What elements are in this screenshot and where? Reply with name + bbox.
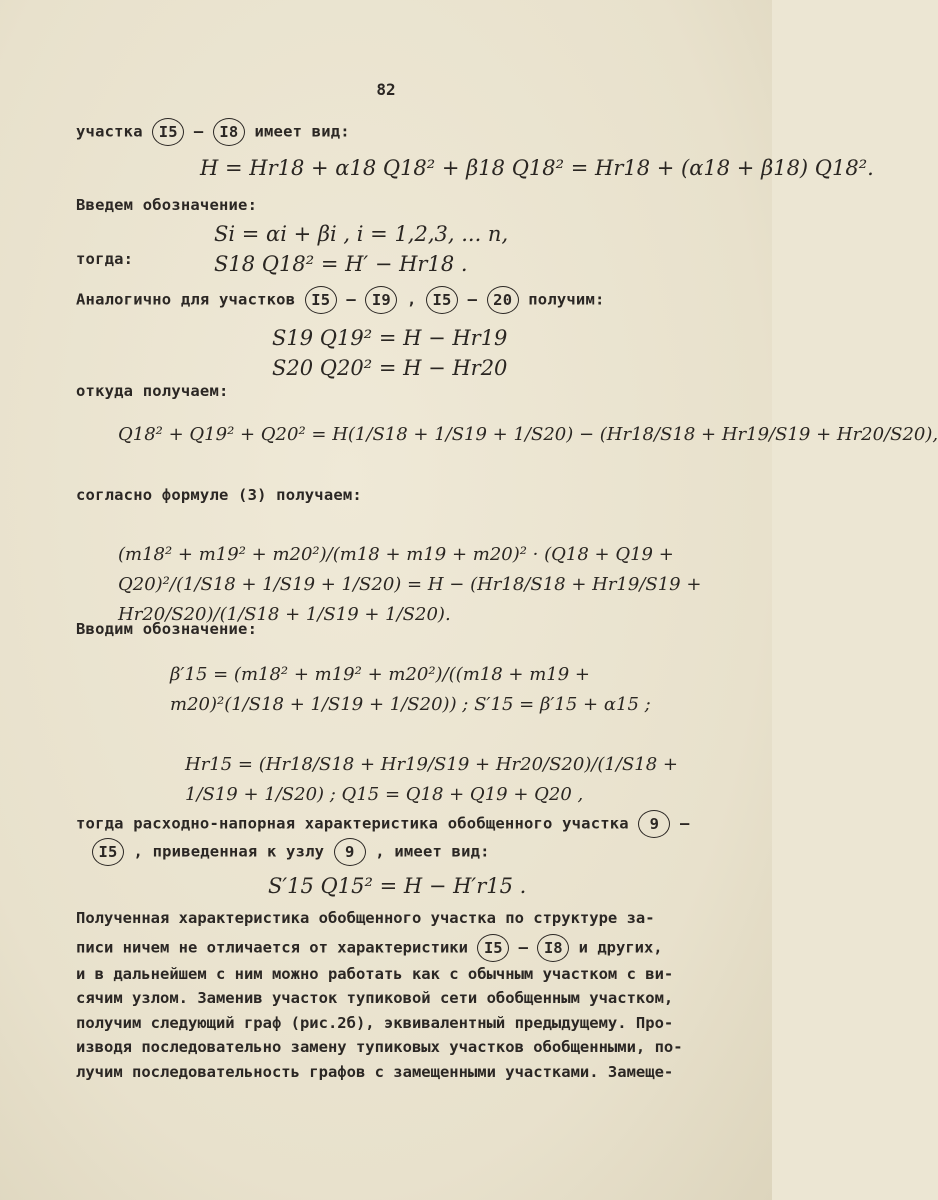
text-fragment: Аналогично для участков [76,290,296,309]
text-line-reduced-to-node [92,838,490,866]
text-fragment: получим: [528,290,605,309]
paragraph-line: лучим последовательность графов с замещенными участками. Замеще- [76,1062,674,1081]
text-line-1 [76,118,350,146]
text-line-introduce-notation: Введем обозначение: [76,196,258,214]
comma: , [406,290,417,309]
node-circle-15: I5 [152,118,184,146]
paragraph-line: Полученная характеристика обобщенного участка по структуре за- [76,909,655,927]
paragraph-line: сячим узлом. Заменив участок тупиковой сети обобщенным участком, [76,989,674,1008]
dash: – [518,938,528,957]
text-fragment: писи ничем не отличается от характеристики [76,938,468,957]
node-circle-18: I8 [213,118,245,146]
dash: – [193,122,204,141]
formula-1: H = Hr18 + α18 Q18² + β18 Q18² = Hr18 + (α18 + β18) Q18². [200,156,874,180]
text-line-then-characteristic [76,810,689,838]
text-fragment: участка [76,122,143,141]
paragraph-line: изводя последовательно замену тупиковых участков обобщенными, по- [76,1038,683,1057]
dash: – [679,814,690,833]
node-circle-15: I5 [426,286,458,314]
paragraph-line: получим следующий граф (рис.2б), эквивалентный предыдущему. Про- [76,1013,674,1032]
text-line-formula-3: согласно формуле (3) получаем: [76,486,362,504]
text-line-whence: откуда получаем: [76,382,229,400]
node-circle-9: 9 [638,810,670,838]
node-circle-15: I5 [92,838,124,866]
formula-8: Hr15 = (Hr18/S18 + Hr19/S19 + Hr20/S20)/(1/S18 + 1/S19 + 1/S20) ; Q15 = Q18 + Q19 + Q20 , [185,754,678,805]
text-fragment: имеет вид: [254,122,350,141]
formula-2: Si = αi + βi , i = 1,2,3, ... n, [214,222,509,246]
node-circle-15: I5 [305,286,337,314]
formula-4b: S20 Q20² = H − Hr20 [272,356,508,380]
page-number: 82 [376,80,396,99]
formula-6: (m18² + m19² + m20²)/(m18 + m19 + m20)² · (Q18 + Q19 + Q20)²/(1/S18 + 1/S19 + 1/S20) = H − (Hr18/S18 + Hr19/S19 + Hr20/S20)/(1/S18 + 1/S19 + 1/S20). [118,544,702,625]
text-line-introduce-notation-2: Вводим обозначение: [76,620,258,638]
node-circle-19: I9 [365,286,397,314]
node-circle-20: 20 [487,286,519,314]
text-line-then: тогда: [76,250,134,268]
paragraph-line: и в дальнейшем с ним можно работать как с обычным участком с ви- [76,964,674,983]
text-fragment: , приведенная к узлу [133,842,325,861]
node-circle-9: 9 [334,838,366,866]
text-fragment: тогда расходно-напорная характеристика обобщенного участка [76,814,629,833]
paragraph-line [76,934,748,962]
node-circle-15: I5 [477,934,509,962]
formula-5: Q18² + Q19² + Q20² = H(1/S18 + 1/S19 + 1/S20) − (Hr18/S18 + Hr19/S19 + Hr20/S20), [118,424,938,445]
paragraph-conclusion [76,906,748,1085]
formula-4a: S19 Q19² = H − Hr19 [272,326,508,350]
formula-3: S18 Q18² = H′ − Hr18 . [214,252,468,276]
text-fragment: , имеет вид: [375,842,490,861]
formula-9: S′15 Q15² = H − H′r15 . [268,874,527,898]
dash: – [346,290,356,309]
text-line-similarly [76,286,605,314]
dash: – [467,290,478,309]
node-circle-18: I8 [537,934,569,962]
formula-7: β′15 = (m18² + m19² + m20²)/((m18 + m19 + m20)²(1/S18 + 1/S19 + 1/S20)) ; S′15 = β′15 + α15 ; [170,664,651,715]
text-fragment: и других, [578,938,663,957]
